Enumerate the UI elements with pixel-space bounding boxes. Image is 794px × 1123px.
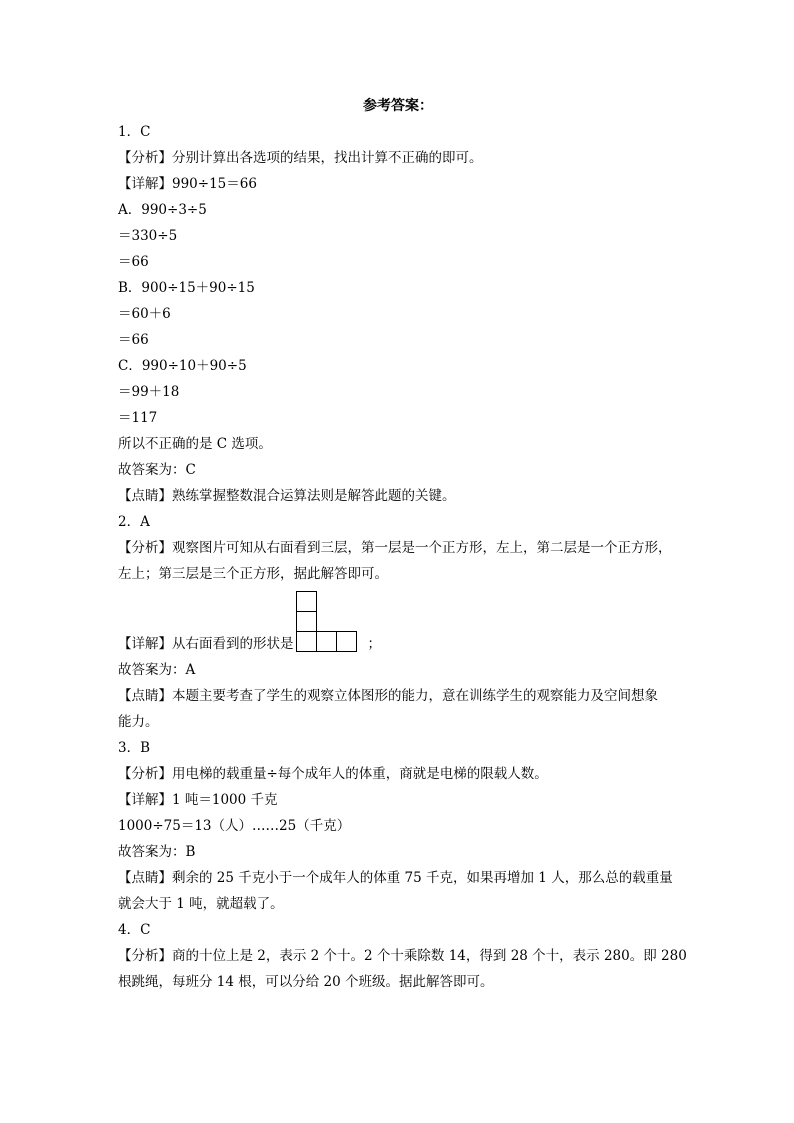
q3-answer: 3．B [118,740,151,756]
q4-analysis-line1: 【分析】商的十位上是 2，表示 2 个十。2 个十乘除数 14，得到 28 个十，表示 280。即 280 [118,948,687,964]
q1-comment: 【点睛】熟练掌握整数混合运算法则是解答此题的关键。 [118,488,456,504]
page-title: 参考答案： [363,98,433,114]
q2-detail [118,591,678,653]
q1-option-a: A．990÷3÷5 [118,202,207,218]
q3-step: 1000÷75＝13（人）……25（千克） [118,818,351,834]
square-bottom-right [336,632,356,652]
q3-final: 故答案为：B [118,844,196,860]
square-bottom-left [296,632,316,652]
q1-detail: 【详解】990÷15＝66 [118,176,257,192]
q3-comment-line2: 就会大于 1 吨，就超载了。 [118,896,284,912]
q3-analysis: 【分析】用电梯的载重量÷每个成年人的体重，商就是电梯的限载人数。 [118,766,548,782]
q2-detail-prefix: 【详解】从右面看到的形状是 [118,636,294,652]
q1-step: ＝66 [118,254,149,270]
q1-option-b: B．900÷15＋90÷15 [118,280,255,296]
q2-comment-line1: 【点睛】本题主要考查了学生的观察立体图形的能力，意在训练学生的观察能力及空间想象 [118,688,658,704]
q4-answer: 4．C [118,922,151,938]
q4-analysis-line2: 根跳绳，每班分 14 根，可以分给 20 个班级。据此解答即可。 [118,974,494,990]
q2-analysis-line2: 左上；第三层是三个正方形，据此解答即可。 [118,566,388,582]
q1-step: ＝66 [118,332,149,348]
q3-detail: 【详解】1 吨＝1000 千克 [118,792,278,808]
q1-step: ＝99＋18 [118,384,180,400]
q1-step: ＝330÷5 [118,228,178,244]
answer-page [118,96,687,999]
q1-answer: 1．C [118,124,151,140]
q1-final: 故答案为：C [118,462,196,478]
q1-analysis: 【分析】分别计算出各选项的结果，找出计算不正确的即可。 [118,150,483,166]
q2-final: 故答案为：A [118,662,196,678]
q1-step: ＝60＋6 [118,306,171,322]
square-top [296,592,316,612]
q1-step: ＝117 [118,410,158,426]
square-bottom-middle [316,632,336,652]
q2-detail-suffix: ； [367,636,381,652]
square-middle [296,612,316,632]
q1-conclusion: 所以不正确的是 C 选项。 [118,436,272,452]
right-view-figure [296,591,360,653]
q2-answer: 2．A [118,514,150,530]
q2-comment-line2: 能力。 [118,714,159,730]
q1-option-c: C．990÷10＋90÷5 [118,358,247,374]
q2-analysis-line1: 【分析】观察图片可知从右面看到三层，第一层是一个正方形，左上，第二层是一个正方形， [118,540,672,556]
q3-comment-line1: 【点睛】剩余的 25 千克小于一个成年人的体重 75 千克，如果再增加 1 人，那么总的载重量 [118,870,673,886]
